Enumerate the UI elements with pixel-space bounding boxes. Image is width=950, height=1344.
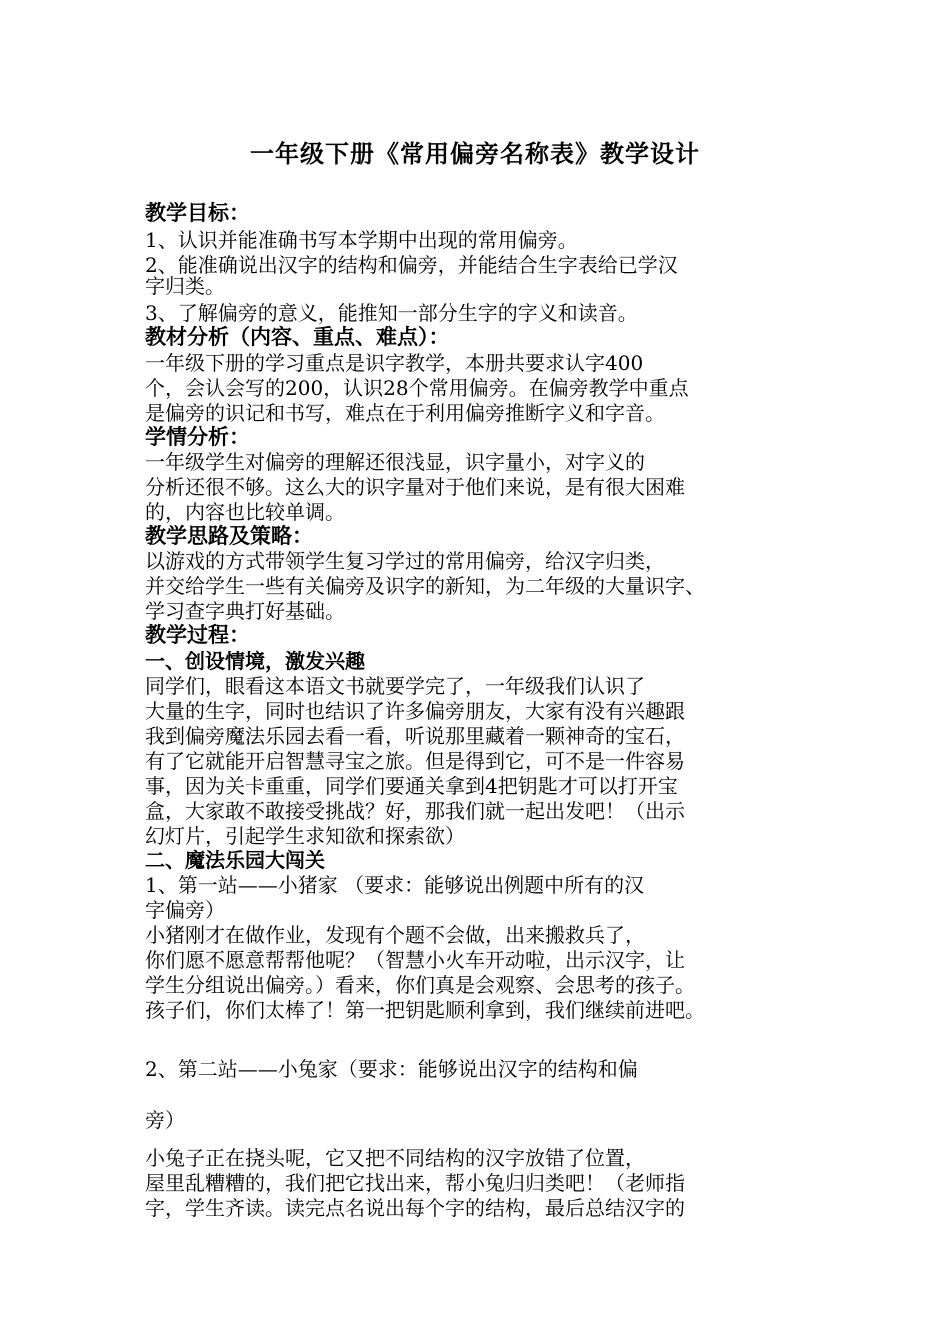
station2-para-line-3: 字，学生齐读。读完点名说出每个字的结构，最后总结汉字的	[145, 1196, 685, 1220]
material-heading: 教材分析（内容、重点、难点）：	[145, 325, 450, 349]
students-line-2: 分析还很不够。这么大的识字量对于他们来说，是有很大困难	[145, 475, 685, 499]
material-line-1: 一年级下册的学习重点是识字教学，本册共要求认字400	[145, 351, 644, 375]
process-heading: 教学过程：	[145, 623, 250, 647]
part1-line-3: 我到偏旁魔法乐园去看一看，听说那里藏着一颗神奇的宝石，	[145, 724, 685, 748]
strategy-line-2: 并交给学生一些有关偏旁及识字的新知，为二年级的大量识字、	[145, 574, 705, 598]
part1-line-7: 幻灯片，引起学生求知欲和探索欲）	[145, 824, 465, 848]
students-line-3: 的，内容也比较单调。	[145, 500, 345, 524]
station1-line-1: 1、第一站——小猪家 （要求：能够说出例题中所有的汉	[145, 873, 645, 897]
part1-line-5: 事，因为关卡重重，同学们要通关拿到4把钥匙才可以打开宝	[145, 774, 678, 798]
station1-para-line-4: 孩子们，你们太棒了！第一把钥匙顺利拿到，我们继续前进吧。	[145, 998, 705, 1022]
station2-para-line-1: 小兔子正在挠头呢，它又把不同结构的汉字放错了位置，	[145, 1146, 645, 1170]
material-line-3: 是偏旁的识记和书写，难点在于利用偏旁推断字义和字音。	[145, 401, 665, 425]
objectives-heading: 教学目标：	[145, 201, 250, 225]
station2-para-line-2: 屋里乱糟糟的，我们把它找出来，帮小兔归归类吧！（老师指	[145, 1171, 685, 1195]
students-heading: 学情分析：	[145, 425, 250, 449]
part2-heading: 二、魔法乐园大闯关	[145, 848, 325, 872]
strategy-heading: 教学思路及策略：	[145, 524, 313, 548]
part1-line-6: 盒，大家敢不敢接受挑战？好，那我们就一起出发吧！（出示	[145, 799, 685, 823]
station2-line-1: 2、第二站——小兔家（要求：能够说出汉字的结构和偏	[145, 1057, 638, 1081]
strategy-line-1: 以游戏的方式带领学生复习学过的常用偏旁，给汉字归类，	[145, 549, 665, 573]
objective-2-line-2: 字归类。	[145, 274, 225, 298]
objective-3: 3、了解偏旁的意义，能推知一部分生字的字义和读音。	[145, 301, 638, 325]
part1-heading: 一、创设情境，激发兴趣	[145, 649, 365, 673]
station1-line-2: 字偏旁）	[145, 898, 225, 922]
station1-para-line-3: 学生分组说出偏旁。）看来，你们真是会观察、会思考的孩子。	[145, 973, 695, 997]
objective-2-line-1: 2、能准确说出汉字的结构和偏旁，并能结合生字表给已学汉	[145, 253, 678, 277]
part1-line-4: 有了它就能开启智慧寻宝之旅。但是得到它，可不是一件容易	[145, 749, 685, 773]
students-line-1: 一年级学生对偏旁的理解还很浅显，识字量小，对字义的	[145, 450, 645, 474]
station2-line-2: 旁）	[145, 1108, 185, 1132]
part1-line-1: 同学们，眼看这本语文书就要学完了，一年级我们认识了	[145, 674, 645, 698]
material-line-2: 个，会认会写的200，认识28个常用偏旁。在偏旁教学中重点	[145, 376, 689, 400]
document-title: 一年级下册《常用偏旁名称表》教学设计	[250, 140, 700, 168]
strategy-line-3: 学习查字典打好基础。	[145, 599, 345, 623]
objective-1: 1、认识并能准确书写本学期中出现的常用偏旁。	[145, 228, 578, 252]
part1-line-2: 大量的生字，同时也结识了许多偏旁朋友，大家有没有兴趣跟	[145, 699, 685, 723]
station1-para-line-2: 你们愿不愿意帮帮他呢？（智慧小火车开动啦，出示汉字，让	[145, 948, 685, 972]
station1-para-line-1: 小猪刚才在做作业，发现有个题不会做，出来搬救兵了，	[145, 923, 645, 947]
